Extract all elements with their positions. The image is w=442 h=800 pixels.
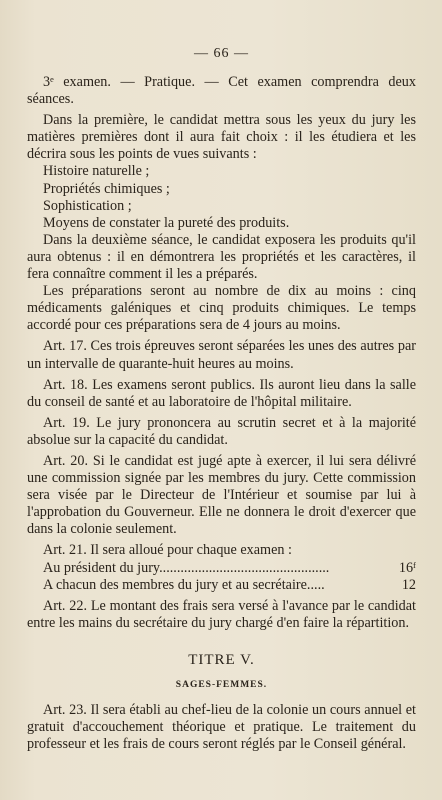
- article-22: Art. 22. Le montant des frais sera versé à l'avance par le candidat entre les mains du secrétaire du jury chargé d'en faire la répartition.: [27, 597, 416, 631]
- exam3-paragraph: 3ᵉ examen. — Pratique. — Cet examen comprendra deux séances.: [27, 74, 416, 108]
- payment-amount: 16ᶠ: [398, 559, 416, 576]
- payment-row-president: [27, 560, 416, 577]
- section-title: TITRE V.: [188, 651, 255, 668]
- page-number: — 66 —: [194, 46, 249, 61]
- payment-amount: 12: [401, 576, 416, 593]
- article-20: Art. 20. Si le candidat est jugé apte à exercer, il lui sera délivré une commission signée par les membres du jury. Cette commission sera visée par le Directeur de l'Intérieur et soumise par lui à l'approbation du Gouverneur. Elle ne donnera le droit d'exercer que dans la colonie seulement.: [27, 452, 416, 538]
- article-17: Art. 17. Ces trois épreuves seront séparées les unes des autres par un intervalle de quarante-huit heures au moins.: [27, 338, 416, 372]
- list-item: Moyens de constater la pureté des produits.: [43, 214, 290, 231]
- section-subtitle: SAGES-FEMMES.: [175, 679, 268, 690]
- list-item: Sophistication ;: [43, 197, 132, 214]
- second-session-paragraph: Dans la deuxième séance, le candidat exposera les produits qu'il aura obtenus : il en démontrera les propriétés et les caractères, il fera connaître comment il les a préparés.: [27, 231, 416, 283]
- article-19: Art. 19. Le jury prononcera au scrutin secret et à la majorité absolue sur la capacité du candidat.: [27, 414, 416, 448]
- payment-label: A chacun des membres du jury et au secrétaire.....: [43, 576, 325, 593]
- article-18: Art. 18. Les examens seront publics. Ils auront lieu dans la salle du conseil de santé et au laboratoire de l'hôpital militaire.: [27, 376, 416, 410]
- payment-label: Au président du jury................................................: [43, 559, 330, 576]
- first-session-paragraph: Dans la première, le candidat mettra sous les yeux du jury les matières premières dont il aura fait choix : il les étudiera et les décrira sous les points de vues suivants :: [27, 112, 416, 163]
- preparations-paragraph: Les préparations seront au nombre de dix au moins : cinq médicaments galéniques et cinq produits chimiques. Le temps accordé pour ces préparations sera de 4 jours au moins.: [27, 283, 416, 334]
- article-21: Art. 21. Il sera alloué pour chaque examen :: [43, 542, 292, 559]
- list-item: Histoire naturelle ;: [43, 163, 150, 180]
- list-item: Propriétés chimiques ;: [43, 180, 170, 197]
- article-23: Art. 23. Il sera établi au chef-lieu de la colonie un cours annuel et gratuit d'accouchement théorique et pratique. Le traitement du professeur et les frais de cours seront réglés par le Conseil général.: [27, 701, 416, 753]
- payment-row-members: [27, 577, 416, 594]
